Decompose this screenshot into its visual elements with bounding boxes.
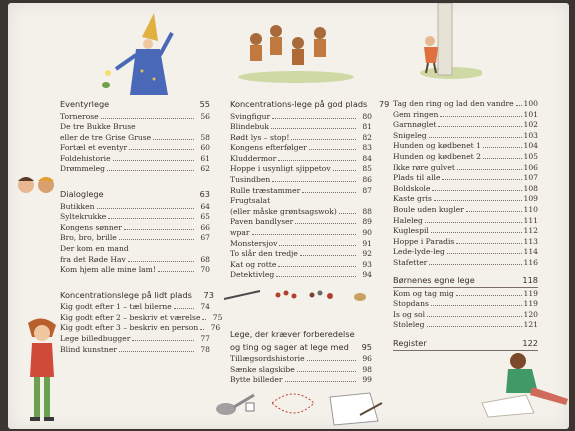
toc-section-boernenes-egne-lege	[393, 275, 538, 331]
section-dialoglege	[60, 189, 210, 276]
toc-column-middle	[230, 99, 390, 281]
toc-section-register	[393, 338, 538, 352]
toc-entry[interactable]: Monstersjov 91	[230, 238, 372, 248]
girl-illustration	[18, 315, 66, 427]
toc-entry-line[interactable]: De tre Bukke Bruse	[60, 122, 136, 132]
toc-entry[interactable]: Rødt lys – stop! 82	[230, 132, 372, 142]
section-eventyrlege	[60, 99, 210, 175]
toc-entry[interactable]: Sænke slagskibe 98	[230, 364, 372, 374]
toc-entry[interactable]: eller de tre Grise Gruse 58	[60, 132, 210, 142]
toc-entry[interactable]: Detektivleg 94	[230, 270, 372, 280]
toc-section-forberedelse	[230, 329, 372, 386]
toc-entry[interactable]: Tillægsordshistorie 96	[230, 354, 372, 363]
toc-entry[interactable]: Rulle træstammer 87	[230, 185, 372, 195]
section-heading-cont[interactable]: og ting og sager at lege med 95	[230, 341, 372, 352]
toc-entry[interactable]: Snigeleg 103	[393, 130, 538, 140]
toc-entry[interactable]: Haleleg 111	[393, 215, 538, 225]
drawing-child-illustration	[478, 347, 569, 419]
section-heading[interactable]: Koncentrationslege på lidt plads 73	[60, 289, 214, 300]
toc-entry[interactable]: Paven bandlyser 89	[230, 217, 372, 227]
toc-entry[interactable]: Plads til alle 107	[393, 173, 538, 183]
toc-entry[interactable]: Blindebuk 81	[230, 122, 372, 132]
toc-entry[interactable]: Is og sol 120	[393, 309, 538, 319]
toc-entry[interactable]: Boldskole 108	[393, 183, 538, 193]
toc-entry[interactable]: Gem ringen 101	[393, 109, 538, 119]
toc-entry[interactable]: Lege billedbugger 77	[60, 334, 210, 343]
toc-entry-line[interactable]: Frugtsalat	[230, 196, 271, 206]
toc-entry[interactable]: Butikken 64	[60, 201, 210, 211]
toc-entry[interactable]: To slår den tredje 92	[230, 249, 372, 259]
two-kids-illustration	[12, 171, 60, 199]
toc-entry[interactable]: Hunden og kødbenet 1 104	[393, 141, 538, 151]
section-heading[interactable]: Register 122	[393, 338, 538, 351]
toc-entry[interactable]: Stafetter 116	[393, 257, 538, 267]
toc-entry[interactable]: Boule uden kugler 110	[393, 204, 538, 214]
toc-entry[interactable]: Hoppe i Paradis 113	[393, 236, 538, 246]
toc-entry[interactable]: Kluddermor 84	[230, 153, 372, 163]
toc-entry[interactable]: Tag den ring og lad den vandre 100	[393, 99, 538, 108]
toc-entry[interactable]: Kat og rotte 93	[230, 259, 372, 269]
toc-entry[interactable]: Tornerose 56	[60, 111, 210, 121]
monkeys-illustration	[236, 15, 356, 85]
toc-entry[interactable]: Kig godt efter 1 – tæl bilerne 74	[60, 302, 210, 312]
toc-entry[interactable]: Ikke røre gulvet 106	[393, 162, 538, 172]
toc-entry[interactable]: Stoleleg 121	[393, 320, 538, 330]
toc-entry[interactable]: Kuglespil 112	[393, 226, 538, 236]
toc-entry[interactable]: Syltekrukke 65	[60, 212, 210, 222]
toc-entry[interactable]: Hunden og kødbenet 2 105	[393, 151, 538, 161]
toc-entry[interactable]: Bytte billeder 99	[230, 375, 372, 385]
toc-entry-line[interactable]: Der kom en mand	[60, 243, 129, 253]
toc-entry[interactable]: fra det Røde Hav 68	[60, 254, 210, 264]
toc-entry[interactable]: Kom hjem alle mine lam! 70	[60, 265, 210, 275]
tree-child-illustration	[412, 3, 482, 81]
toc-entry[interactable]: Tusindben 86	[230, 175, 372, 185]
section-koncentrationslege-lidt-plads	[60, 289, 223, 355]
toc-entry[interactable]: Stopdans 119	[393, 299, 538, 309]
toc-column-right	[393, 99, 538, 269]
toc-entry[interactable]: Bro, bro, brille 67	[60, 233, 210, 243]
wizard-illustration	[96, 11, 186, 99]
small-objects-illustration	[220, 285, 380, 305]
toc-entry[interactable]: Kongens sønner 66	[60, 222, 210, 232]
toc-entry[interactable]: Lede-lyde-leg 114	[393, 247, 538, 257]
toc-entry[interactable]: Garnnøglet 102	[393, 120, 538, 130]
book-page	[8, 3, 569, 429]
toc-entry[interactable]: wpar 90	[230, 228, 372, 238]
toc-column-left	[60, 99, 223, 355]
toc-entry[interactable]: Drømmeleg 62	[60, 164, 210, 174]
toc-entry[interactable]: Kongens efterfølger 83	[230, 143, 372, 153]
toc-entry[interactable]: Fortæl et eventyr 60	[60, 143, 210, 153]
toc-entry[interactable]: Hoppe i usynligt sjippetov 85	[230, 164, 372, 174]
toc-entry[interactable]: Svingfigur 80	[230, 111, 372, 121]
section-heading[interactable]: Børnenes egne lege 118	[393, 275, 538, 288]
toc-entry[interactable]: Blind kunstner 78	[60, 344, 210, 354]
toc-entry[interactable]: Kig godt efter 3 – beskriv en person 76	[60, 323, 221, 333]
section-heading[interactable]: Lege, der kræver forberedelse	[230, 329, 355, 339]
spoon-scarf-paper-illustration	[210, 385, 390, 429]
toc-entry[interactable]: Kaste gris 109	[393, 194, 538, 204]
toc-entry[interactable]: Kom og tag mig 119	[393, 288, 538, 298]
section-heading[interactable]: Dialoglege 63	[60, 189, 210, 200]
section-heading[interactable]: Eventyrlege 55	[60, 99, 210, 109]
toc-entry[interactable]: Foldehistorie 61	[60, 153, 210, 163]
toc-entry[interactable]: (eller måske grøntsagswok) 88	[230, 206, 372, 216]
section-heading[interactable]: Koncentrations-lege på god plads 79	[230, 99, 390, 109]
toc-entry[interactable]: Kig godt efter 2 – beskriv et værelse 75	[60, 312, 223, 322]
